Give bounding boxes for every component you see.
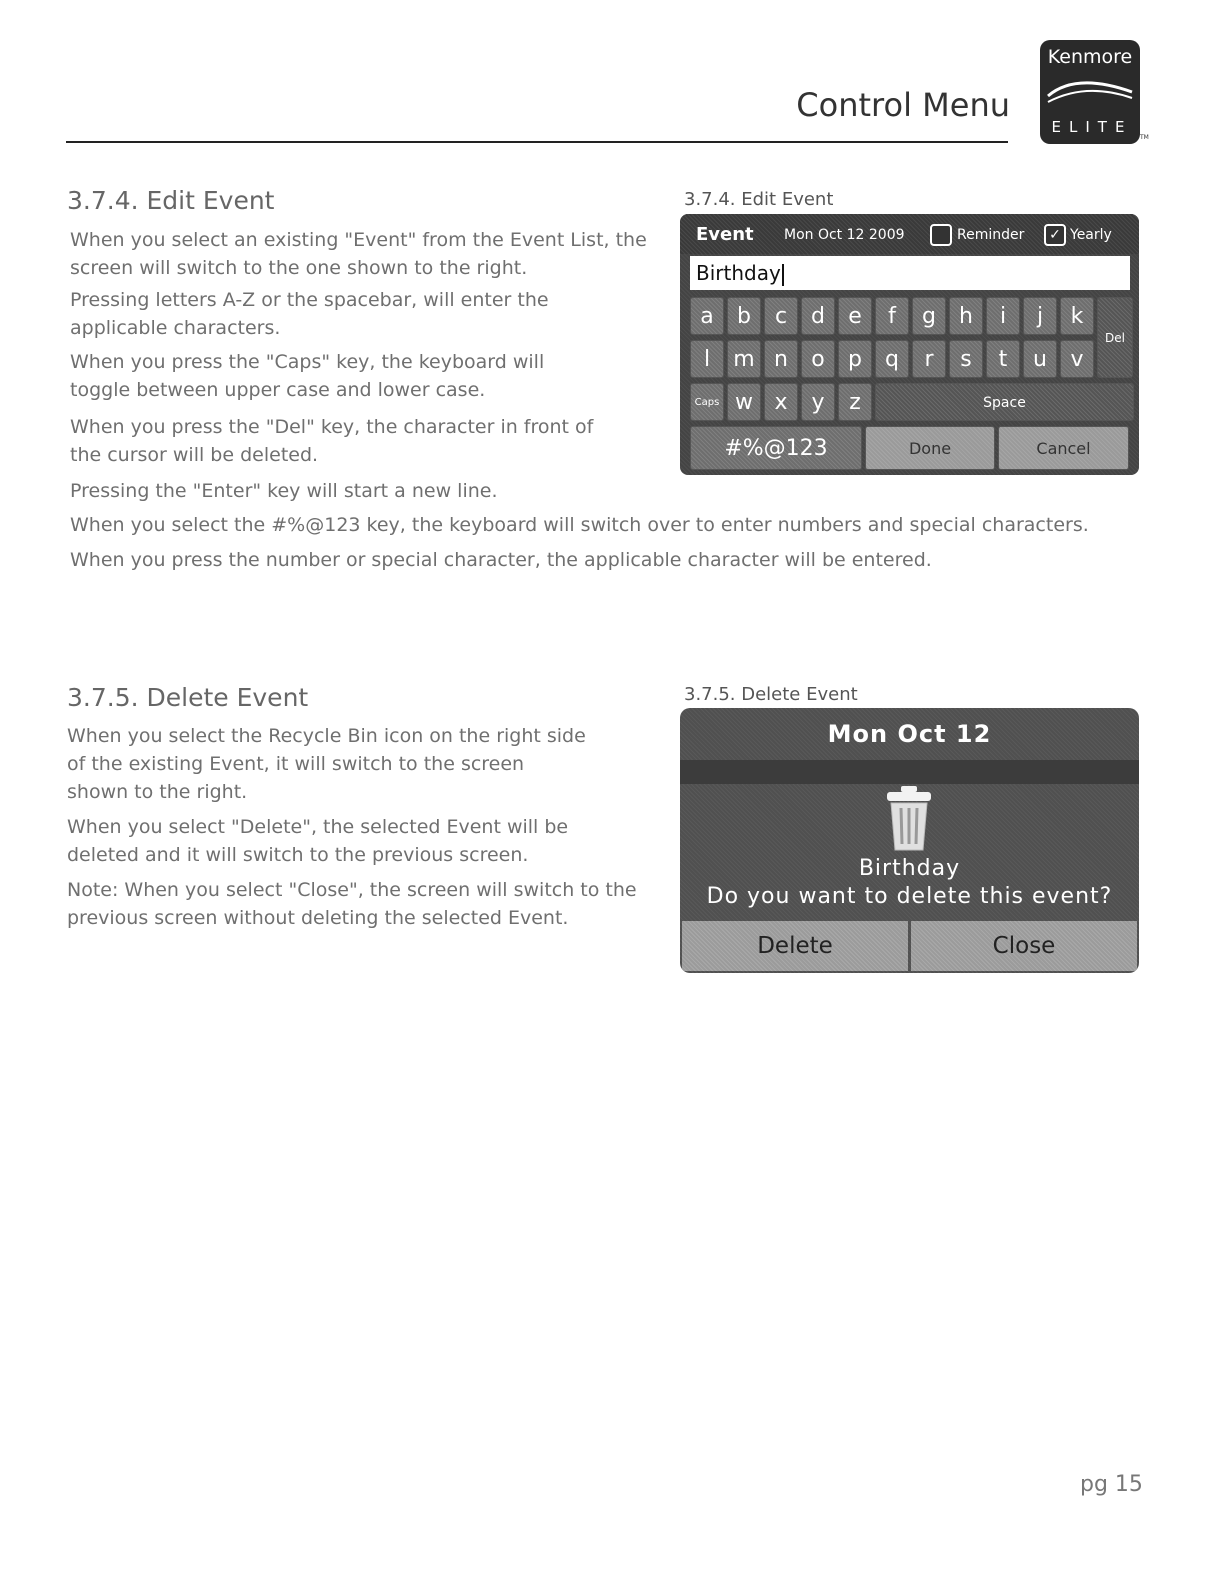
key-t[interactable]: t [986, 340, 1020, 378]
key-c[interactable]: c [764, 297, 798, 335]
key-n[interactable]: n [764, 340, 798, 378]
edit-paragraph-7: When you press the number or special character, the applicable character will be entered. [70, 549, 932, 571]
delete-paragraph-3: Note: When you select "Close", the screen will switch to the previous screen without deleting the selected Event. [67, 879, 637, 929]
cancel-button[interactable]: Cancel [998, 426, 1129, 470]
edit-screen-title: Event [696, 224, 754, 245]
delete-button[interactable]: Delete [682, 921, 908, 971]
key-p[interactable]: p [838, 340, 872, 378]
edit-paragraph-6: When you select the #%@123 key, the keyboard will switch over to enter numbers and special characters. [70, 514, 1089, 536]
key-z[interactable]: z [838, 383, 872, 421]
edit-paragraph-1: When you select an existing "Event" from the Event List, the screen will switch to the one shown to the right. [70, 229, 647, 279]
edit-paragraph-3: When you press the "Caps" key, the keyboard will toggle between upper case and lower case. [70, 351, 545, 401]
del-key[interactable]: Del [1097, 297, 1133, 378]
delete-event-name: Birthday [858, 856, 961, 881]
delete-paragraph-1: When you select the Recycle Bin icon on the right side of the existing Event, it will switch to the screen shown to the right. [67, 725, 586, 803]
key-d[interactable]: d [801, 297, 835, 335]
key-e[interactable]: e [838, 297, 872, 335]
reminder-label: Reminder [957, 227, 1025, 243]
recycle-bin-icon [885, 786, 933, 852]
key-q[interactable]: q [875, 340, 909, 378]
checkmark-icon: ✓ [1049, 227, 1061, 243]
key-v[interactable]: v [1060, 340, 1094, 378]
key-g[interactable]: g [912, 297, 946, 335]
key-j[interactable]: j [1023, 297, 1057, 335]
event-name-input[interactable] [690, 256, 1130, 290]
yearly-checkbox[interactable] [1044, 224, 1066, 246]
key-m[interactable]: m [727, 340, 761, 378]
delete-question: Do you want to delete this event? [706, 884, 1113, 909]
figure-caption-delete: 3.7.5. Delete Event [684, 684, 858, 705]
caps-key[interactable]: Caps [690, 383, 724, 421]
reminder-checkbox[interactable] [930, 224, 952, 246]
trademark: TM [1140, 134, 1149, 141]
header-divider [66, 141, 1008, 143]
symbols-key[interactable]: #%@123 [690, 426, 862, 470]
edit-screen-date: Mon Oct 12 2009 [784, 227, 905, 243]
key-o[interactable]: o [801, 340, 835, 378]
figure-caption-edit: 3.7.4. Edit Event [684, 189, 834, 210]
edit-paragraph-4: When you press the "Del" key, the character in front of the cursor will be deleted. [70, 416, 594, 466]
yearly-label: Yearly [1070, 227, 1112, 243]
key-y[interactable]: y [801, 383, 835, 421]
logo-sub: ELITE [1051, 118, 1133, 136]
section-title-delete-event: 3.7.5. Delete Event [67, 683, 309, 712]
edit-paragraph-2: Pressing letters A-Z or the spacebar, will enter the applicable characters. [70, 289, 549, 339]
key-l[interactable]: l [690, 340, 724, 378]
page-number: pg 15 [1080, 1472, 1143, 1497]
kenmore-elite-logo [1040, 40, 1140, 144]
key-w[interactable]: w [727, 383, 761, 421]
edit-paragraph-5: Pressing the "Enter" key will start a new line. [70, 480, 498, 502]
text-cursor [782, 264, 784, 286]
key-k[interactable]: k [1060, 297, 1094, 335]
key-r[interactable]: r [912, 340, 946, 378]
key-i[interactable]: i [986, 297, 1020, 335]
done-button[interactable]: Done [865, 426, 995, 470]
key-f[interactable]: f [875, 297, 909, 335]
key-x[interactable]: x [764, 383, 798, 421]
delete-screen-title: Mon Oct 12 [827, 720, 992, 748]
delete-paragraph-2: When you select "Delete", the selected Event will be deleted and it will switch to the previous screen. [67, 816, 569, 866]
close-button[interactable]: Close [911, 921, 1137, 971]
key-a[interactable]: a [690, 297, 724, 335]
wave-icon [1046, 74, 1134, 104]
key-s[interactable]: s [949, 340, 983, 378]
key-u[interactable]: u [1023, 340, 1057, 378]
key-h[interactable]: h [949, 297, 983, 335]
space-key[interactable]: Space [875, 383, 1134, 421]
key-b[interactable]: b [727, 297, 761, 335]
edit-event-screen [680, 214, 1139, 475]
page-title: Control Menu [796, 86, 1010, 124]
section-title-edit-event: 3.7.4. Edit Event [67, 186, 275, 215]
delete-screen-band [680, 760, 1139, 784]
logo-brand: Kenmore [1047, 46, 1133, 68]
event-name-value: Birthday [696, 261, 781, 285]
delete-event-screen [680, 708, 1139, 973]
